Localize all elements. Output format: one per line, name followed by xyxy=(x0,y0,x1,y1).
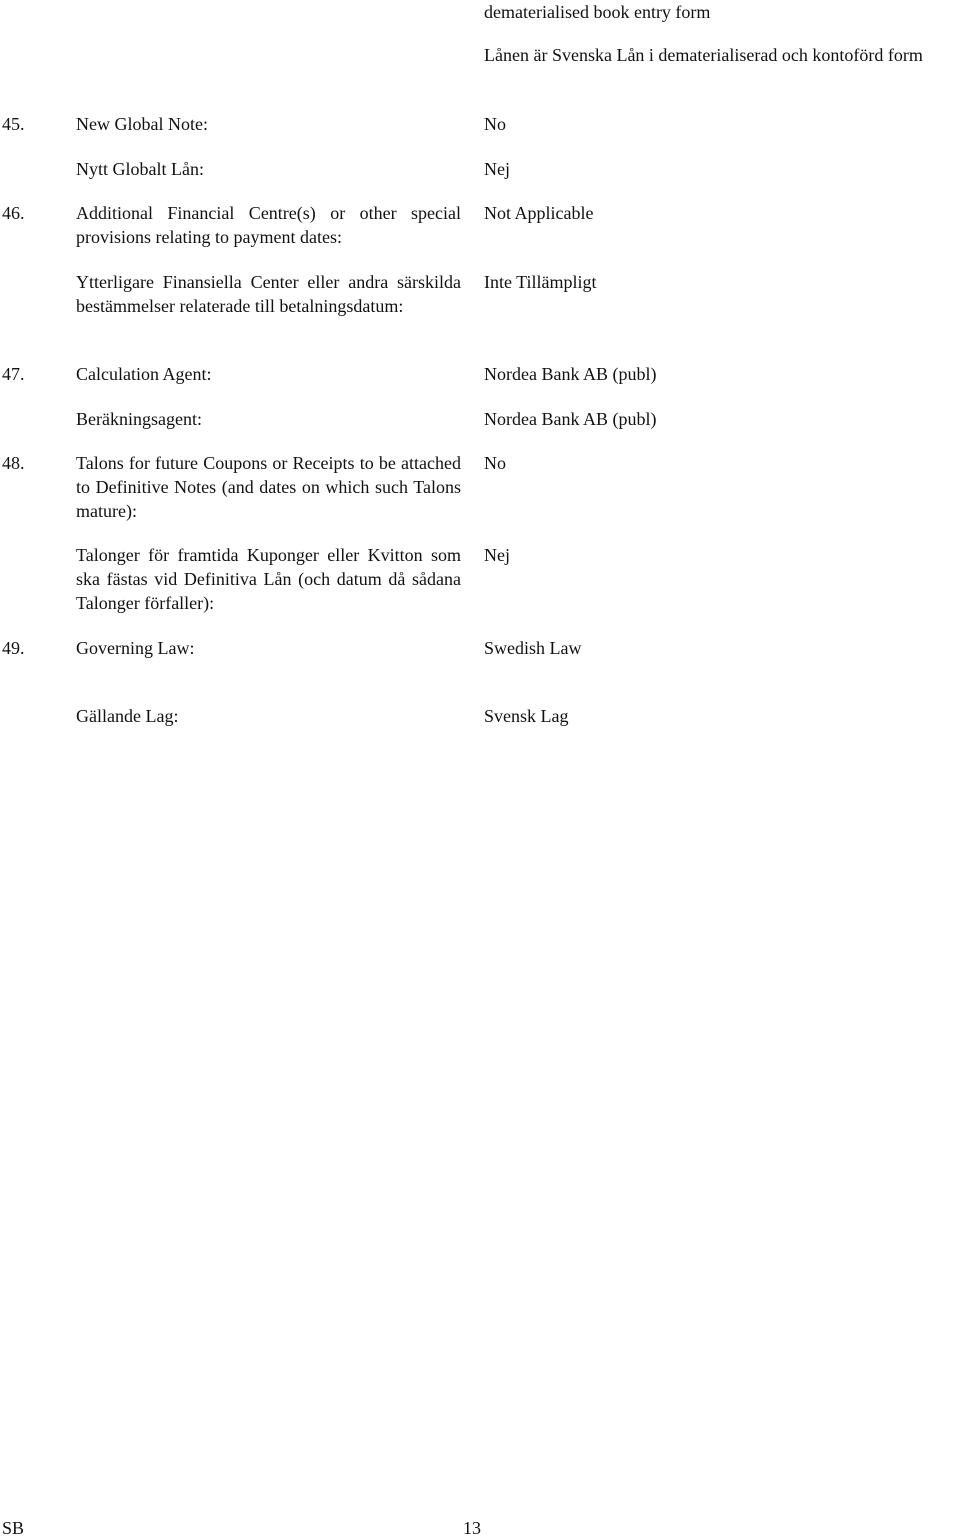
item-46-label-en: Additional Financial Centre(s) or other special provisions relating to payment dates: xyxy=(76,203,461,247)
item-49-label-sv: Gällande Lag: xyxy=(76,706,179,726)
page-number: 13 xyxy=(463,1518,481,1538)
item-49-value-sv: Svensk Lag xyxy=(484,706,569,726)
item-49-value-en: Swedish Law xyxy=(484,638,582,658)
item-49-number: 49. xyxy=(2,638,25,658)
item-47-label-en: Calculation Agent: xyxy=(76,364,212,384)
item-46-number: 46. xyxy=(2,203,25,223)
item-48-value-sv: Nej xyxy=(484,545,510,565)
item-45-label-en: New Global Note: xyxy=(76,114,208,134)
top-value-en: dematerialised book entry form xyxy=(484,2,711,22)
item-48-value-en: No xyxy=(484,453,506,473)
item-47-value-sv: Nordea Bank AB (publ) xyxy=(484,409,657,429)
item-49-label-en: Governing Law: xyxy=(76,638,195,658)
item-45-label-sv: Nytt Globalt Lån: xyxy=(76,159,204,179)
item-46-value-en: Not Applicable xyxy=(484,203,594,223)
item-48-label-en: Talons for future Coupons or Receipts to be attached to Definitive Notes (and dates on which such Talons mature): xyxy=(76,453,461,521)
item-48-label-sv: Talonger för framtida Kuponger eller Kvitton som ska fästas vid Definitiva Lån (och datum då sådana Talonger förfaller): xyxy=(76,545,461,613)
top-value-sv: Lånen är Svenska Lån i dematerialiserad och kontoförd form xyxy=(484,45,923,65)
item-45-value-sv: Nej xyxy=(484,159,510,179)
item-46-label-sv: Ytterligare Finansiella Center eller andra särskilda bestämmelser relaterade till betalningsdatum: xyxy=(76,272,461,316)
item-47-label-sv: Beräkningsagent: xyxy=(76,409,202,429)
item-48-number: 48. xyxy=(2,453,25,473)
item-47-number: 47. xyxy=(2,364,25,384)
item-45-value-en: No xyxy=(484,114,506,134)
footer-code: SB xyxy=(2,1518,25,1538)
item-45-number: 45. xyxy=(2,114,25,134)
item-47-value-en: Nordea Bank AB (publ) xyxy=(484,364,657,384)
item-46-value-sv: Inte Tillämpligt xyxy=(484,272,597,292)
